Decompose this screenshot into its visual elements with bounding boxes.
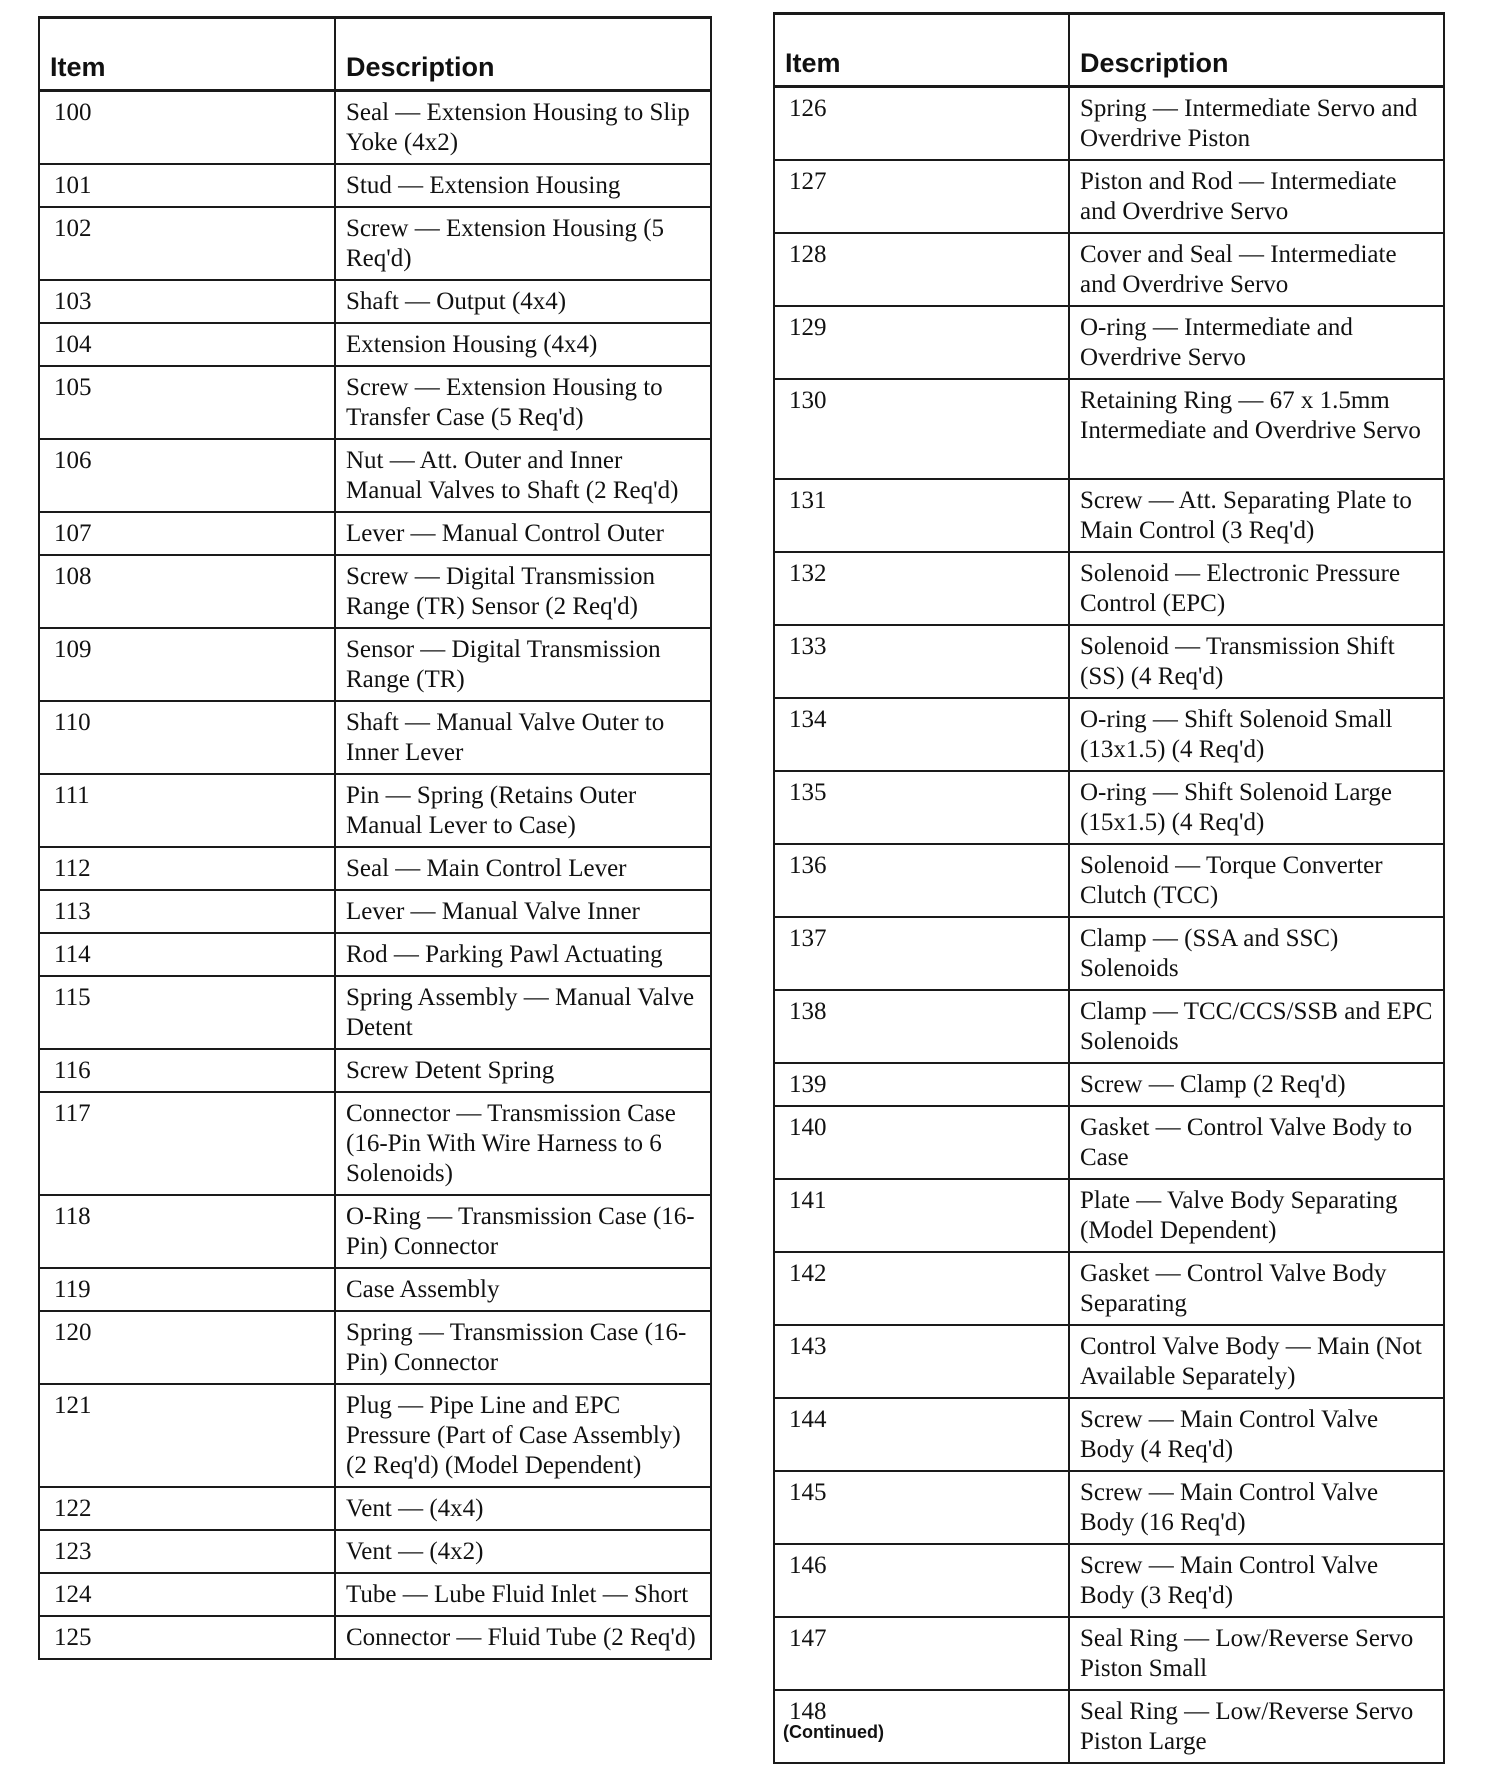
description-cell: Clamp — TCC/CCS/SSB and EPC Solenoids — [1069, 990, 1444, 1063]
table-row — [39, 1311, 711, 1384]
parts-table-right — [773, 12, 1445, 1764]
description-cell: Seal Ring — Low/Reverse Servo Piston Large — [1069, 1690, 1444, 1763]
item-number-cell: 140 — [774, 1106, 1069, 1179]
item-number-cell: 124 — [39, 1573, 335, 1616]
description-cell: Screw — Att. Separating Plate to Main Control (3 Req'd) — [1069, 479, 1444, 552]
item-number-cell: 132 — [774, 552, 1069, 625]
item-number-cell: 126 — [774, 87, 1069, 161]
item-number-cell: 143 — [774, 1325, 1069, 1398]
parts-table-left — [38, 16, 712, 1660]
table-row — [39, 701, 711, 774]
description-cell: Sensor — Digital Transmission Range (TR) — [335, 628, 711, 701]
parts-table-left-body — [39, 91, 711, 1660]
description-cell: Vent — (4x2) — [335, 1530, 711, 1573]
description-cell: Screw — Main Control Valve Body (3 Req'd) — [1069, 1544, 1444, 1617]
description-cell: Seal Ring — Low/Reverse Servo Piston Small — [1069, 1617, 1444, 1690]
item-number-cell: 116 — [39, 1049, 335, 1092]
table-row — [774, 1471, 1444, 1544]
table-row — [39, 976, 711, 1049]
description-cell: Screw — Clamp (2 Req'd) — [1069, 1063, 1444, 1106]
item-number-cell: 117 — [39, 1092, 335, 1195]
item-number-cell: 135 — [774, 771, 1069, 844]
description-cell: Plug — Pipe Line and EPC Pressure (Part of Case Assembly) (2 Req'd) (Model Dependent) — [335, 1384, 711, 1487]
description-cell: Vent — (4x4) — [335, 1487, 711, 1530]
table-row — [39, 280, 711, 323]
item-number-cell: 112 — [39, 847, 335, 890]
item-number-cell: 105 — [39, 366, 335, 439]
table-row — [39, 555, 711, 628]
description-cell: Stud — Extension Housing — [335, 164, 711, 207]
item-number-cell: 103 — [39, 280, 335, 323]
description-cell: Seal — Extension Housing to Slip Yoke (4x2) — [335, 91, 711, 165]
description-cell: Shaft — Manual Valve Outer to Inner Lever — [335, 701, 711, 774]
description-column-header: Description — [1069, 14, 1444, 87]
item-column-header: Item — [39, 18, 335, 91]
item-number-cell: 141 — [774, 1179, 1069, 1252]
item-number-cell: 142 — [774, 1252, 1069, 1325]
table-row — [39, 164, 711, 207]
description-cell: Spring Assembly — Manual Valve Detent — [335, 976, 711, 1049]
description-cell: Connector — Fluid Tube (2 Req'd) — [335, 1616, 711, 1659]
item-number-cell: 110 — [39, 701, 335, 774]
item-number-cell: 101 — [39, 164, 335, 207]
table-row — [774, 479, 1444, 552]
item-number-cell: 130 — [774, 379, 1069, 479]
table-row — [774, 625, 1444, 698]
description-cell: Tube — Lube Fluid Inlet — Short — [335, 1573, 711, 1616]
description-cell: Cover and Seal — Intermediate and Overdrive Servo — [1069, 233, 1444, 306]
table-row — [774, 552, 1444, 625]
table-row — [39, 1573, 711, 1616]
description-cell: Retaining Ring — 67 x 1.5mm Intermediate and Overdrive Servo — [1069, 379, 1444, 479]
description-cell: Screw — Digital Transmission Range (TR) Sensor (2 Req'd) — [335, 555, 711, 628]
item-number-cell: 137 — [774, 917, 1069, 990]
table-row — [774, 1398, 1444, 1471]
description-cell: Case Assembly — [335, 1268, 711, 1311]
table-row — [39, 1049, 711, 1092]
table-header-row — [39, 18, 711, 91]
item-number-cell: 129 — [774, 306, 1069, 379]
table-row — [39, 512, 711, 555]
table-row — [774, 917, 1444, 990]
item-number-cell: 147 — [774, 1617, 1069, 1690]
description-cell: O-ring — Shift Solenoid Small (13x1.5) (4 Req'd) — [1069, 698, 1444, 771]
table-row — [774, 379, 1444, 479]
table-row — [774, 1179, 1444, 1252]
description-cell: Lever — Manual Control Outer — [335, 512, 711, 555]
description-cell: Plate — Valve Body Separating (Model Dependent) — [1069, 1179, 1444, 1252]
table-row — [39, 1616, 711, 1659]
item-number-cell: 138 — [774, 990, 1069, 1063]
table-row — [774, 306, 1444, 379]
item-number-cell: 133 — [774, 625, 1069, 698]
table-row — [39, 1384, 711, 1487]
description-cell: O-ring — Shift Solenoid Large (15x1.5) (4 Req'd) — [1069, 771, 1444, 844]
description-cell: Solenoid — Torque Converter Clutch (TCC) — [1069, 844, 1444, 917]
table-row — [774, 771, 1444, 844]
description-cell: Solenoid — Transmission Shift (SS) (4 Req'd) — [1069, 625, 1444, 698]
description-cell: Piston and Rod — Intermediate and Overdrive Servo — [1069, 160, 1444, 233]
table-row — [39, 933, 711, 976]
item-number-cell: 144 — [774, 1398, 1069, 1471]
parts-table-right-body — [774, 87, 1444, 1764]
description-cell: Screw — Main Control Valve Body (16 Req'd) — [1069, 1471, 1444, 1544]
description-cell: Screw — Main Control Valve Body (4 Req'd) — [1069, 1398, 1444, 1471]
description-cell: Gasket — Control Valve Body to Case — [1069, 1106, 1444, 1179]
table-row — [774, 1617, 1444, 1690]
table-row — [39, 628, 711, 701]
item-number-cell: 146 — [774, 1544, 1069, 1617]
description-cell: Clamp — (SSA and SSC) Solenoids — [1069, 917, 1444, 990]
description-cell: O-Ring — Transmission Case (16-Pin) Connector — [335, 1195, 711, 1268]
description-cell: Shaft — Output (4x4) — [335, 280, 711, 323]
table-row — [39, 890, 711, 933]
table-row — [774, 1544, 1444, 1617]
item-column-header: Item — [774, 14, 1069, 87]
continued-note: (Continued) — [783, 1722, 884, 1742]
item-number-cell: 131 — [774, 479, 1069, 552]
table-row — [39, 1268, 711, 1311]
description-cell: Extension Housing (4x4) — [335, 323, 711, 366]
table-row — [39, 207, 711, 280]
description-cell: Seal — Main Control Lever — [335, 847, 711, 890]
table-row — [774, 844, 1444, 917]
item-number-cell: 107 — [39, 512, 335, 555]
table-row — [39, 1487, 711, 1530]
item-number-cell: 115 — [39, 976, 335, 1049]
description-cell: Solenoid — Electronic Pressure Control (EPC) — [1069, 552, 1444, 625]
description-cell: Connector — Transmission Case (16-Pin With Wire Harness to 6 Solenoids) — [335, 1092, 711, 1195]
description-cell: Screw — Extension Housing to Transfer Case (5 Req'd) — [335, 366, 711, 439]
description-cell: Screw Detent Spring — [335, 1049, 711, 1092]
table-row — [774, 1063, 1444, 1106]
item-number-cell: 145 — [774, 1471, 1069, 1544]
description-cell: Pin — Spring (Retains Outer Manual Lever to Case) — [335, 774, 711, 847]
description-cell: O-ring — Intermediate and Overdrive Servo — [1069, 306, 1444, 379]
item-number-cell: 119 — [39, 1268, 335, 1311]
table-row — [39, 847, 711, 890]
table-row — [39, 1092, 711, 1195]
table-row — [774, 990, 1444, 1063]
item-number-cell: 127 — [774, 160, 1069, 233]
item-number-cell: 106 — [39, 439, 335, 512]
table-row — [774, 1106, 1444, 1179]
item-number-cell: 121 — [39, 1384, 335, 1487]
item-number-cell: 134 — [774, 698, 1069, 771]
table-row — [39, 366, 711, 439]
table-row — [39, 1195, 711, 1268]
description-cell: Rod — Parking Pawl Actuating — [335, 933, 711, 976]
item-number-cell: 122 — [39, 1487, 335, 1530]
table-row — [774, 233, 1444, 306]
description-cell: Spring — Transmission Case (16-Pin) Connector — [335, 1311, 711, 1384]
item-number-cell: 136 — [774, 844, 1069, 917]
item-number-cell: 128 — [774, 233, 1069, 306]
item-number-cell: 113 — [39, 890, 335, 933]
description-cell: Control Valve Body — Main (Not Available Separately) — [1069, 1325, 1444, 1398]
description-column-header: Description — [335, 18, 711, 91]
description-cell: Screw — Extension Housing (5 Req'd) — [335, 207, 711, 280]
item-number-cell: 148 — [774, 1690, 1069, 1763]
item-number-cell: 125 — [39, 1616, 335, 1659]
item-number-cell: 120 — [39, 1311, 335, 1384]
table-row — [774, 160, 1444, 233]
item-number-cell: 102 — [39, 207, 335, 280]
table-row — [39, 323, 711, 366]
description-cell: Nut — Att. Outer and Inner Manual Valves to Shaft (2 Req'd) — [335, 439, 711, 512]
item-number-cell: 139 — [774, 1063, 1069, 1106]
item-number-cell: 114 — [39, 933, 335, 976]
item-number-cell: 108 — [39, 555, 335, 628]
table-row — [774, 1325, 1444, 1398]
description-cell: Gasket — Control Valve Body Separating — [1069, 1252, 1444, 1325]
item-number-cell: 123 — [39, 1530, 335, 1573]
description-cell: Spring — Intermediate Servo and Overdrive Piston — [1069, 87, 1444, 161]
table-row — [39, 91, 711, 165]
item-number-cell: 111 — [39, 774, 335, 847]
description-cell: Lever — Manual Valve Inner — [335, 890, 711, 933]
item-number-cell: 104 — [39, 323, 335, 366]
table-header-row — [774, 14, 1444, 87]
item-number-cell: 118 — [39, 1195, 335, 1268]
item-number-cell: 109 — [39, 628, 335, 701]
table-row — [774, 87, 1444, 161]
table-row — [39, 439, 711, 512]
table-row — [39, 774, 711, 847]
table-row — [774, 1252, 1444, 1325]
item-number-cell: 100 — [39, 91, 335, 165]
table-row — [39, 1530, 711, 1573]
table-row — [774, 698, 1444, 771]
